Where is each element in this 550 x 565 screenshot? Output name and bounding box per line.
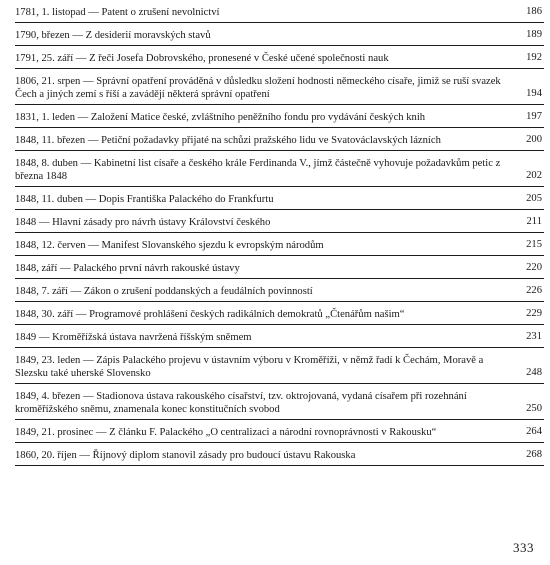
toc-entry [15, 443, 544, 466]
toc-entry [15, 0, 544, 23]
toc-entry-page: 192 [526, 52, 542, 63]
toc-entry-page: 211 [526, 216, 542, 227]
toc-entry-text: 1848, 8. duben — Kabinetní list císaře a českého krále Ferdinanda V., jímž částečně vyhovuje požadavkům petic z března 1848 [15, 158, 501, 182]
toc-entry-text: 1806, 21. srpen — Správní opatření prováděná v důsledku složení hodnosti německého císaře, jimiž se ruší svazek Čech a jiných zemí s říší a zavádějí některá správní opatření [15, 76, 501, 100]
toc-entry [15, 187, 544, 210]
toc-entry-page: 205 [526, 193, 542, 204]
toc-entry [15, 279, 544, 302]
toc-entry-text: 1849, 4. březen — Stadionova ústava rakouského císařství, tzv. oktrojovaná, vydaná císařem při rozehnání kroměřížského sněmu, znamenala konec konstitučních svobod [15, 391, 467, 415]
toc-entry [15, 128, 544, 151]
toc-entry-page: 200 [526, 134, 542, 145]
toc-entry-text: 1848, 30. září — Programové prohlášení českých radikálních demokratů „Čtenářům našim“ [15, 309, 405, 320]
toc-entry [15, 233, 544, 256]
toc-entry-text: 1849 — Kroměřížská ústava navržená říšským sněmem [15, 332, 252, 343]
toc-entry [15, 69, 544, 105]
toc-entry-page: 264 [526, 426, 542, 437]
toc-entry [15, 384, 544, 420]
toc-entry-page: 268 [526, 449, 542, 460]
toc-entry [15, 105, 544, 128]
toc-entry-page: 250 [526, 403, 542, 414]
toc-entry-page: 202 [526, 170, 542, 181]
page-number: 333 [513, 540, 534, 555]
toc-entry [15, 348, 544, 384]
toc-entry-text: 1860, 20. říjen — Říjnový diplom stanovil zásady pro budoucí ústavu Rakouska [15, 450, 356, 461]
toc-entry-page: 248 [526, 367, 542, 378]
toc-entry-text: 1781, 1. listopad — Patent o zrušení nevolnictví [15, 7, 220, 18]
toc-entry-page: 186 [526, 6, 542, 17]
toc-entry-page: 215 [526, 239, 542, 250]
toc-entry [15, 23, 544, 46]
table-of-contents [15, 0, 544, 466]
toc-entry-text: 1848, 7. září — Zákon o zrušení poddanských a feudálních povinností [15, 286, 313, 297]
toc-entry-text: 1848, 12. červen — Manifest Slovanského sjezdu k evropským národům [15, 240, 324, 251]
toc-entry [15, 210, 544, 233]
toc-entry [15, 46, 544, 69]
toc-entry [15, 420, 544, 443]
toc-entry-text: 1831, 1. leden — Založení Matice české, zvláštního peněžního fondu pro vydávání českých knih [15, 112, 426, 123]
toc-entry-text: 1848, 11. duben — Dopis Františka Palackého do Frankfurtu [15, 194, 274, 205]
toc-entry-text: 1848, 11. březen — Petiční požadavky přijaté na schůzi pražského lidu ve Svatováclavských lázních [15, 135, 441, 146]
toc-entry-text: 1848 — Hlavní zásady pro návrh ústavy Království českého [15, 217, 271, 228]
toc-entry [15, 151, 544, 187]
toc-entry-page: 189 [526, 29, 542, 40]
toc-entry-text: 1849, 23. leden — Zápis Palackého projevu v ústavním výboru v Kroměříži, v němž řadí k Čechám, Moravě a Slezsku také uherské Slovensko [15, 355, 484, 379]
toc-entry [15, 256, 544, 279]
toc-entry-page: 226 [526, 285, 542, 296]
toc-entry-page: 231 [526, 331, 542, 342]
toc-entry-page: 229 [526, 308, 542, 319]
toc-entry [15, 302, 544, 325]
toc-entry [15, 325, 544, 348]
toc-entry-page: 197 [526, 111, 542, 122]
toc-entry-text: 1849, 21. prosinec — Z článku F. Palackého „O centralizaci a národní rovnoprávnosti v Rakousku“ [15, 427, 437, 438]
toc-entry-text: 1848, září — Palackého první návrh rakouské ústavy [15, 263, 240, 274]
toc-entry-text: 1791, 25. září — Z řeči Josefa Dobrovského, pronesené v České učené společnosti nauk [15, 53, 389, 64]
toc-entry-text: 1790, březen — Z desiderií moravských stavů [15, 30, 211, 41]
toc-entry-page: 194 [526, 88, 542, 99]
toc-entry-page: 220 [526, 262, 542, 273]
